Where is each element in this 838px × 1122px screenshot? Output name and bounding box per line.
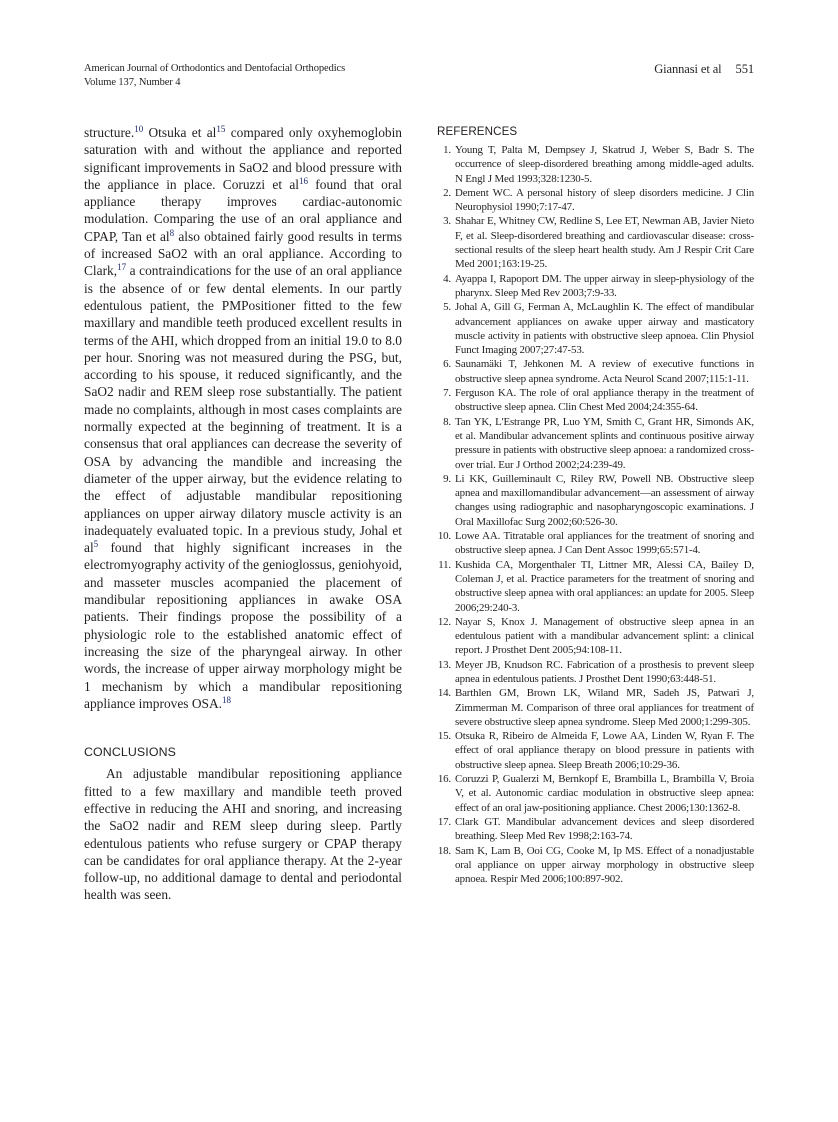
citation-link[interactable]: 18 bbox=[221, 694, 231, 705]
reference-text: Nayar S, Knox J. Management of obstructive sleep apnea in an edentulous patient with a mandibular advancement splint: a clinical report. J Prosthet Dent 2005;94:108-11. bbox=[455, 615, 754, 657]
reference-number: 8. bbox=[443, 415, 451, 428]
citation-link[interactable]: 8 bbox=[169, 227, 175, 238]
reference-item bbox=[437, 472, 754, 529]
reference-text: Dement WC. A personal history of sleep disorders medicine. J Clin Neurophysiol 1990;7:17-47. bbox=[455, 186, 754, 214]
citation-link[interactable]: 17 bbox=[117, 262, 127, 273]
reference-item bbox=[437, 214, 754, 271]
reference-list bbox=[437, 143, 754, 886]
page-number: 551 bbox=[735, 62, 754, 76]
reference-number: 13. bbox=[437, 658, 451, 671]
reference-text: Otsuka R, Ribeiro de Almeida F, Lowe AA, Linden W, Ryan F. The effect of oral appliance therapy on blood pressure in patients with obstructive sleep apnea. Sleep Breath 2006;10:29-36. bbox=[455, 730, 754, 771]
reference-text: Young T, Palta M, Dempsey J, Skatrud J, Weber S, Badr S. The occurrence of sleep-disordered breathing among middle-aged adults. N Engl J Med 1993;328:1230-5. bbox=[455, 144, 754, 185]
reference-number: 14. bbox=[437, 687, 451, 700]
reference-item bbox=[437, 558, 754, 615]
reference-number: 12. bbox=[437, 615, 451, 628]
reference-number: 18. bbox=[437, 844, 451, 857]
author-page bbox=[654, 62, 754, 76]
conclusions-heading: CONCLUSIONS bbox=[84, 745, 176, 760]
citation-link[interactable]: 10 bbox=[134, 124, 144, 134]
reference-item bbox=[437, 844, 754, 887]
reference-item bbox=[437, 529, 754, 558]
reference-item bbox=[437, 658, 754, 687]
reference-number: 6. bbox=[443, 358, 451, 371]
reference-item bbox=[437, 357, 754, 386]
reference-text: Johal A, Gill G, Ferman A, McLaughlin K. The effect of mandibular advancement appliances on awake upper airway and masticatory muscle activity in patients with obstructive sleep apnoea. Clin Physiol Funct Imaging 2007;27:47-53. bbox=[455, 301, 754, 357]
reference-text: Tan YK, L'Estrange PR, Luo YM, Smith C, Grant HR, Simonds AK, et al. Mandibular advancement splints and continuous positive airway pressure in patients with obstructive sleep apnoea: a randomized cross-over trial. Eur J Orthod 2002;24:239-49. bbox=[455, 415, 754, 471]
citation-link[interactable]: 16 bbox=[299, 175, 309, 186]
reference-item bbox=[437, 143, 754, 186]
reference-text: Lowe AA. Titratable oral appliances for the treatment of snoring and obstructive sleep apnea. J Can Dent Assoc 1999;65:571-4. bbox=[455, 530, 754, 557]
reference-text: Clark GT. Mandibular advancement devices and sleep disordered breathing. Sleep Med Rev 1998;2:163-74. bbox=[455, 815, 754, 843]
reference-item bbox=[437, 300, 754, 357]
reference-text: Meyer JB, Knudson RC. Fabrication of a prosthesis to prevent sleep apnea in edentulous patients. J Prosthet Dent 1990;63:448-51. bbox=[455, 658, 754, 685]
reference-number: 16. bbox=[437, 773, 451, 786]
references-section bbox=[437, 125, 754, 886]
reference-number: 5. bbox=[443, 301, 451, 314]
reference-number: 10. bbox=[437, 530, 451, 543]
journal-info bbox=[84, 62, 345, 90]
reference-text: Sam K, Lam B, Ooi CG, Cooke M, Ip MS. Effect of a nonadjustable oral appliance on upper airway morphology in obstructive sleep apnoea. Respir Med 2006;100:897-902. bbox=[455, 844, 754, 886]
reference-number: 15. bbox=[437, 730, 451, 743]
conclusions-paragraph: An adjustable mandibular repositioning appliance fitted to a few maxillary and mandible teeth proved effective in reducing the AHI and snoring, and increasing the SaO2 nadir and REM sleep during sleep. Partly edentulous patients who refuse surgery or CPAP therapy can be candidates for oral appliance therapy. At the 2-year follow-up, no additional damage to dental and periodontal health was seen. bbox=[84, 766, 402, 903]
discussion-paragraph: structure.$^{10}$ Otsuka et al$^{15}$ compared only oxyhemoglobin saturation with and without the appliance and reported significant improvements in SaO2 and blood pressure with the appliance in place. Coruzzi et al$^{16}$ found that oral appliance therapy improves cardiac-autonomic modulation. Comparing the use of an oral appliance and CPAP, Tan et al$^8$ also obtained fairly good results in terms of increased SaO2 with an oral appliance. According to Clark,$^{17}$ a contraindications for the use of an oral appliance is the absence of or few dental elements. In our partly edentulous patient, the PMPositioner fitted to the few maxillary and mandible teeth produced excellent results in terms of the AHI, which dropped from an initial 19.0 to 8.0 per hour. Snoring was not measured during the PSG, but, according to his spouse, it reduced significantly, and the SaO2 nadir and REM sleep rose substantially. The patient made no complaints, although in most cases complaints are normally expected at the beginning of treatment. It is a consensus that oral appliances can decrease the severity of OSA by advancing the mandible and increasing the diameter of the upper airway, but the evidence relating to the effect of adjustable mandibular repositioning appliances on upper airway dilatory muscle activity is an inadequately evaluated topic. In a previous study, Johal et al$^5$ found that highly significant increases in the electromyography activity of the genioglossus, geniohyoid, and masseter muscles acompanied the placement of mandibular repositioning appliances in awake OSA patients. Their findings propose the possibility of a physiologic role to the established anatomic effect of increasing the size of the pharyngeal airway. In other words, the increase of upper airway morphology might be 1 mechanism by which a mandibular repositioning appliance improves OSA.$^{18}$ bbox=[84, 124, 402, 711]
reference-item bbox=[437, 815, 754, 844]
reference-item bbox=[437, 386, 754, 415]
citation-link[interactable]: 5 bbox=[93, 539, 99, 550]
authors-short: Giannasi et al bbox=[654, 62, 722, 76]
reference-item bbox=[437, 615, 754, 658]
reference-text: Ferguson KA. The role of oral appliance therapy in the treatment of obstructive sleep apnea. Clin Chest Med 2004;24:355-64. bbox=[455, 387, 754, 414]
citation-link[interactable]: 15 bbox=[216, 124, 226, 134]
reference-number: 11. bbox=[438, 558, 451, 571]
reference-text: Coruzzi P, Gualerzi M, Bernkopf E, Brambilla L, Brambilla V, Broia V, et al. Autonomic cardiac modulation in obstructive sleep apnea: effect of an oral jaw-positioning appliance. Chest 2006;130:1362-8. bbox=[455, 773, 754, 814]
reference-item bbox=[437, 772, 754, 815]
reference-text: Kushida CA, Morgenthaler TI, Littner MR, Alessi CA, Bailey D, Coleman J, et al. Practice parameters for the treatment of snoring and obstructive sleep apnea with oral appliances: an update for 2005. Sleep 2006;29:240-3. bbox=[455, 558, 754, 614]
reference-number: 2. bbox=[443, 186, 451, 199]
reference-item bbox=[437, 272, 754, 301]
reference-number: 1. bbox=[443, 144, 451, 156]
reference-text: Barthlen GM, Brown LK, Wiland MR, Sadeh JS, Patwari J, Zimmerman M. Comparison of three oral appliances for treatment of severe obstructive sleep apnea syndrome. Sleep Med 2000;1:299-305. bbox=[455, 687, 754, 728]
reference-number: 3. bbox=[443, 215, 451, 228]
reference-item bbox=[437, 415, 754, 472]
reference-item bbox=[437, 686, 754, 729]
reference-number: 4. bbox=[443, 272, 451, 285]
reference-text: Saunamäki T, Jehkonen M. A review of executive functions in obstructive sleep apnea syndrome. Acta Neurol Scand 2007;115:1-11. bbox=[455, 358, 754, 385]
journal-name: American Journal of Orthodontics and Dentofacial Orthopedics bbox=[84, 63, 346, 74]
reference-number: 9. bbox=[443, 472, 451, 485]
volume-issue: Volume 137, Number 4 bbox=[84, 77, 181, 88]
reference-number: 7. bbox=[443, 387, 451, 400]
reference-number: 17. bbox=[437, 815, 451, 828]
reference-item bbox=[437, 186, 754, 215]
left-column bbox=[84, 124, 402, 904]
references-heading: REFERENCES bbox=[437, 125, 518, 138]
reference-text: Shahar E, Whitney CW, Redline S, Lee ET, Newman AB, Javier Nieto F, et al. Sleep-disordered breathing and cardiovascular disease: cross-sectional results of the sleep heart health study. Am J Respir Crit Care Med 2001;163:19-25. bbox=[455, 215, 754, 271]
reference-text: Li KK, Guilleminault C, Riley RW, Powell NB. Obstructive sleep apnea and maxillomandibular advancement—an assessment of airway changes using radiographic and nasopharyngoscopic examinations. J Oral Maxillofac Surg 2002;60:526-30. bbox=[455, 472, 754, 528]
reference-text: Ayappa I, Rapoport DM. The upper airway in sleep-physiology of the pharynx. Sleep Med Rev 2003;7:9-33. bbox=[455, 272, 754, 299]
reference-item bbox=[437, 729, 754, 772]
